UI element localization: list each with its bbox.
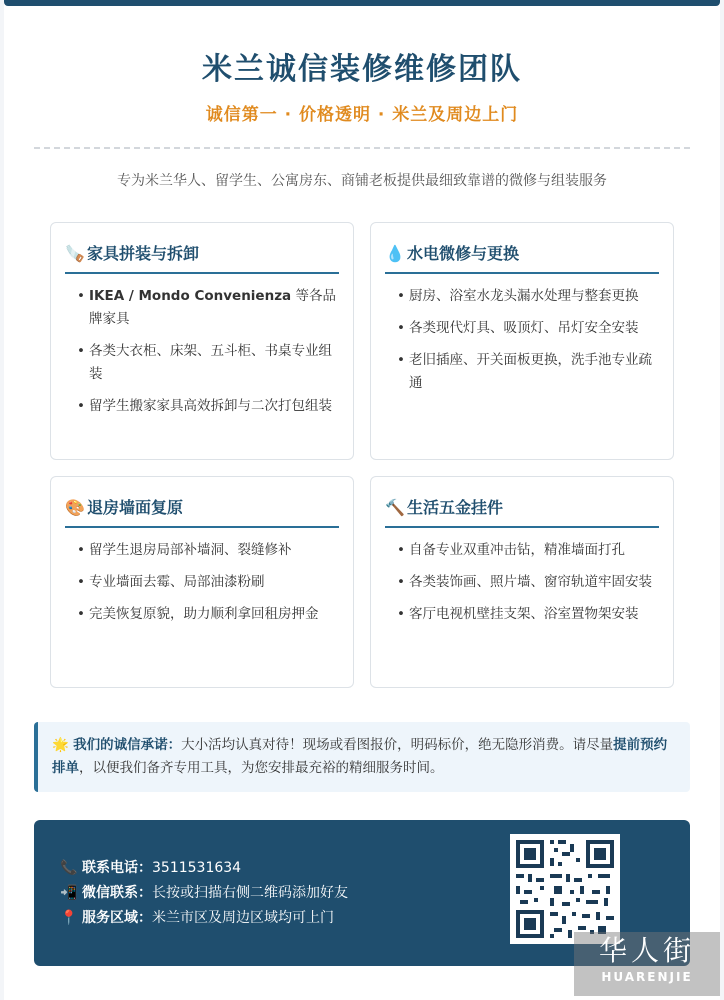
- list-item: • 自备专业双重冲击钻，精准墙面打孔: [397, 539, 659, 562]
- list-item: • 留学生退房局部补墙洞、裂缝修补: [77, 539, 339, 562]
- mobile-arrow-icon: 📲: [60, 885, 78, 901]
- flyer-page: [4, 0, 720, 1000]
- area-label: 服务区域：: [82, 910, 152, 926]
- location-pin-icon: 📍: [60, 910, 78, 926]
- list-item: • 各类装饰画、照片墙、窗帘轨道牢固安装: [397, 571, 659, 594]
- water-drop-icon: 💧: [385, 244, 405, 263]
- card-title-text: 退房墙面复原: [87, 498, 184, 517]
- list-item: • 留学生搬家家具高效拆卸与二次打包组装: [77, 395, 339, 418]
- card-title-text: 家具拼装与拆卸: [87, 244, 200, 263]
- list-item: • 客厅电视机壁挂支架、浴室置物架安装: [397, 603, 659, 626]
- page-title: 米兰诚信装修维修团队: [202, 52, 522, 87]
- palette-icon: 🎨: [65, 498, 85, 517]
- star-icon: 🌟: [52, 737, 69, 753]
- contact-area-row: [60, 908, 334, 928]
- card-title: [385, 495, 659, 528]
- service-list: [77, 539, 339, 635]
- service-list: [397, 539, 659, 635]
- card-title-text: 水电微修与更换: [407, 244, 520, 263]
- card-title: [65, 495, 339, 528]
- contact-phone-row: [60, 858, 241, 878]
- page-subtitle: 诚信第一 · 价格透明 · 米兰及周边上门: [205, 105, 519, 125]
- service-area: 米兰市区及周边区域均可上门: [152, 910, 334, 926]
- promise-banner: [34, 722, 690, 792]
- promise-label: 我们的诚信承诺：: [73, 737, 182, 753]
- phone-number[interactable]: 3511531634: [152, 860, 242, 876]
- wechat-instructions: 长按或扫描右侧二维码添加好友: [152, 885, 348, 901]
- card-title: [385, 241, 659, 274]
- promise-text-end: ，以便我们备齐专用工具，为您安排最充裕的精细服务时间。: [79, 760, 444, 776]
- card-title: [65, 241, 339, 274]
- service-card-plumbing-electric: [370, 222, 674, 460]
- service-card-hardware: [370, 476, 674, 688]
- phone-icon: 📞: [60, 860, 78, 876]
- top-accent-bar: [4, 0, 720, 6]
- intro-text: 专为米兰华人、留学生、公寓房东、商铺老板提供最细致靠谱的微修与组装服务: [117, 173, 607, 189]
- list-item: • 专业墙面去霉、局部油漆粉刷: [77, 571, 339, 594]
- service-card-wall-repair: [50, 476, 354, 688]
- list-item: • 完美恢复原貌，助力顺利拿回租房押金: [77, 603, 339, 626]
- card-title-text: 生活五金挂件: [407, 498, 504, 517]
- saw-icon: 🪚: [65, 244, 85, 263]
- watermark-subtext: HUARENJIE: [601, 970, 693, 984]
- dashed-divider: [34, 147, 690, 149]
- watermark-text: 华人街: [598, 934, 695, 967]
- wechat-label: 微信联系：: [82, 885, 152, 901]
- huarenjie-watermark: [574, 932, 720, 996]
- hammer-icon: 🔨: [385, 498, 405, 517]
- contact-wechat-row: [60, 883, 348, 903]
- list-item: • 各类现代灯具、吸顶灯、吊灯安全安装: [397, 317, 659, 340]
- promise-emphasis: 提前预约排单: [52, 737, 668, 776]
- list-item: • 各类大衣柜、床架、五斗柜、书桌专业组装: [77, 340, 339, 386]
- list-item: • 老旧插座、开关面板更换，洗手池专业疏通: [397, 349, 659, 395]
- service-list: [77, 285, 339, 427]
- service-card-furniture: [50, 222, 354, 460]
- qr-code-icon: [510, 834, 620, 944]
- list-item: • 厨房、浴室水龙头漏水处理与整套更换: [397, 285, 659, 308]
- list-item: • IKEA / Mondo Convenienza 等各品牌家具: [77, 285, 339, 331]
- promise-text: 大小活均认真对待！现场或看图报价，明码标价，绝无隐形消费。请尽量: [181, 737, 614, 753]
- phone-label: 联系电话：: [82, 860, 152, 876]
- wechat-qr-code[interactable]: [510, 834, 620, 944]
- service-list: [397, 285, 659, 404]
